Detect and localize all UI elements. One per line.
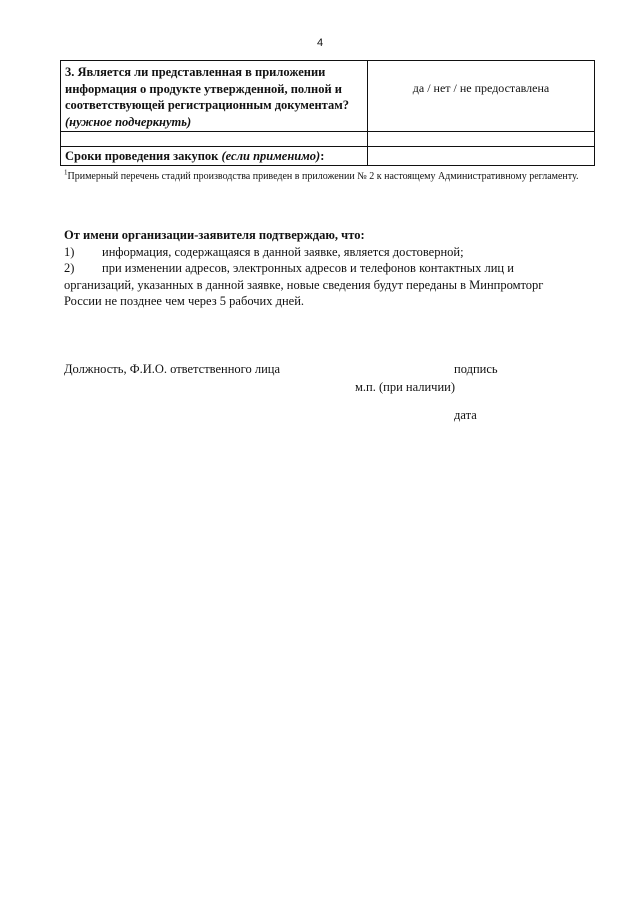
procurement-deadline-text: Сроки проведения закупок <box>65 149 219 163</box>
declaration-item-1-text: информация, содержащаяся в данной заявке, является достоверной; <box>102 244 464 259</box>
footnote <box>64 170 597 184</box>
answer-options[interactable]: да / нет / не предоставлена <box>412 81 550 95</box>
signature-label: подпись <box>454 362 498 376</box>
question-3-line-1: 3. Является ли представленная в приложении <box>65 65 326 79</box>
declaration-item-1 <box>64 244 594 261</box>
empty-cell-right[interactable] <box>368 132 595 147</box>
question-3-hint: (нужное подчеркнуть) <box>65 114 192 129</box>
procurement-deadline-cell <box>61 147 368 166</box>
question-3-text <box>65 64 363 130</box>
declaration-block <box>64 227 594 310</box>
procurement-deadline-value-cell[interactable] <box>368 147 595 166</box>
procurement-deadline-row <box>61 147 595 166</box>
question-3-line-2: информация о продукте утвержденной, полной и <box>65 81 343 96</box>
page-number: 4 <box>316 37 324 49</box>
declaration-item-2-number: 2) <box>64 261 75 275</box>
question-3-row <box>61 61 595 132</box>
declaration-item-2-text: при изменении адресов, электронных адресов и телефонов контактных лиц и <box>102 261 514 275</box>
procurement-deadline-label <box>65 148 363 165</box>
procurement-deadline-colon: : <box>320 149 325 163</box>
footnote-marker: 1 <box>64 168 68 177</box>
question-3-cell <box>61 61 368 132</box>
declaration-item-2-line-2: организаций, указанных в данной заявке, новые сведения будут переданы в Минпромторг <box>64 277 544 292</box>
procurement-deadline-hint: (если применимо) <box>221 149 321 163</box>
declaration-item-2-line-3: России не позднее чем через 5 рабочих дней. <box>64 294 305 308</box>
declaration-heading: От имени организации-заявителя подтверждаю, что: <box>64 228 365 242</box>
declaration-item-2 <box>64 260 594 277</box>
declaration-item-1-number: 1) <box>64 244 75 259</box>
question-3-line-3: соответствующей регистрационным документам? <box>65 98 349 112</box>
empty-row <box>61 132 595 147</box>
position-name-label: Должность, Ф.И.О. ответственного лица <box>64 362 281 376</box>
stamp-label: м.п. (при наличии) <box>355 380 455 394</box>
empty-cell-left[interactable] <box>61 132 368 147</box>
footnote-text: Примерный перечень стадий производства приведен в приложении № 2 к настоящему Административному регламенту. <box>67 171 579 182</box>
answer-cell[interactable] <box>368 61 595 132</box>
date-label: дата <box>454 408 477 422</box>
application-table <box>60 60 595 166</box>
